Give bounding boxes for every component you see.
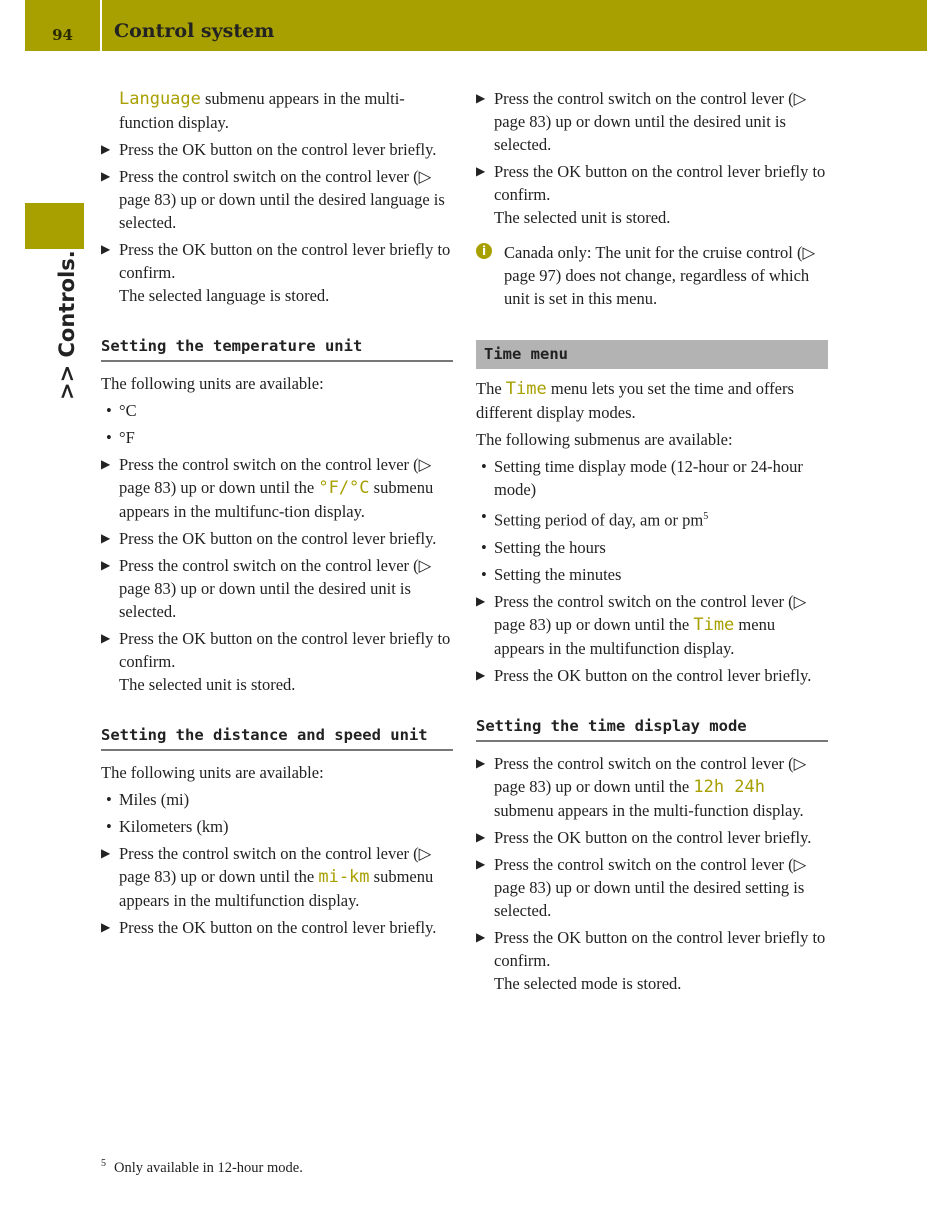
instruction-step: ▶ Press the OK button on the control lever briefly. [101,138,453,161]
column-right [476,87,828,999]
paragraph: Language submenu appears in the multi-function display. [119,89,405,132]
section-heading-time-mode: Setting the time display mode [476,715,828,742]
instruction-step: ▶ Press the control switch on the control lever (▷ page 83) up or down until the desired unit is selected. [101,554,453,623]
section-tab [25,203,84,249]
list-item: • Setting the hours [476,536,828,559]
display-text: 12h 24h [693,776,765,797]
list-item: • Miles (mi) [101,788,453,811]
footnote: $^5$ Only available in 12-hour mode. [101,1158,303,1176]
paragraph: The following units are available: [101,763,324,782]
instruction-step: ▶ Press the OK button on the control lever briefly to confirm. The selected language is stored. [101,238,453,307]
list-item: • Setting period of day, am or $pm^5$ [476,505,828,532]
paragraph: The following units are available: [101,374,324,393]
display-text: Language [119,89,201,109]
instruction-step: ▶ Press the control switch on the control lever (▷ page 83) up or down until the Time menu appears in the multifunction display. [476,590,828,660]
list-item: • Setting the minutes [476,563,828,586]
instruction-step: ▶ Press the OK button on the control lever briefly. [476,826,828,849]
display-text: °F/°C [318,478,370,498]
header-divider [100,0,102,51]
instruction-step: ▶ Press the OK button on the control lever briefly to confirm. The selected unit is stored. [101,627,453,696]
instruction-step: ▶ Press the OK button on the control lever briefly. [101,527,453,550]
display-text: Time [505,379,547,399]
list-item: • °F [101,426,453,449]
display-text: mi-km [318,867,370,887]
info-icon: i [476,243,492,259]
instruction-step: ▶ Press the control switch on the control lever (▷ page 83) up or down until the desired unit is selected. [476,87,828,156]
page-number: 94 [52,26,73,44]
info-note: i Canada only: The unit for the cruise control (▷ page 97) does not change, regardless of which unit is set in this menu. [476,241,828,310]
instruction-step: ▶ Press the control switch on the control lever (▷ page 83) up or down until the desired language is selected. [101,165,453,234]
instruction-step: ▶ Press the OK button on the control lever briefly to confirm. The selected unit is stored. [476,160,828,229]
chapter-title: Control system [114,20,275,42]
list-item: • °C [101,399,453,422]
instruction-step: ▶ Press the control switch on the control lever (▷ page 83) up or down until the mi-km submenu appears in the multifunction display. [101,842,453,912]
instruction-step: ▶ Press the control switch on the control lever (▷ page 83) up or down until the 12h 24h submenu appears in the multi-function display. [476,752,828,822]
list-item: • Setting time display mode (12-hour or 24-hour mode) [476,455,828,501]
instruction-step: ▶ Press the OK button on the control lever briefly. [476,664,828,687]
column-left [101,87,453,943]
section-heading-time-menu: Time menu [476,340,828,369]
section-heading-temperature: Setting the temperature unit [101,335,453,362]
instruction-step: ▶ Press the control switch on the control lever (▷ page 83) up or down until the °F/°C submenu appears in the multifunc-tion display. [101,453,453,523]
section-heading-distance: Setting the distance and speed unit [101,724,453,751]
list-item: • Kilometers (km) [101,815,453,838]
footnote-ref: 5 [703,511,709,522]
page-header [25,0,927,51]
instruction-step: ▶ Press the OK button on the control lever briefly. [101,916,453,939]
sidebar-section-label: >> Controls. [55,250,79,400]
footnote-number: 5 [101,1158,106,1169]
display-text: Time [693,614,735,635]
paragraph: The following submenus are available: [476,430,733,449]
instruction-step: ▶ Press the OK button on the control lever briefly to confirm. The selected mode is stored. [476,926,828,995]
paragraph: The Time menu lets you set the time and offers different display modes. [476,379,794,422]
instruction-step: ▶ Press the control switch on the control lever (▷ page 83) up or down until the desired setting is selected. [476,853,828,922]
